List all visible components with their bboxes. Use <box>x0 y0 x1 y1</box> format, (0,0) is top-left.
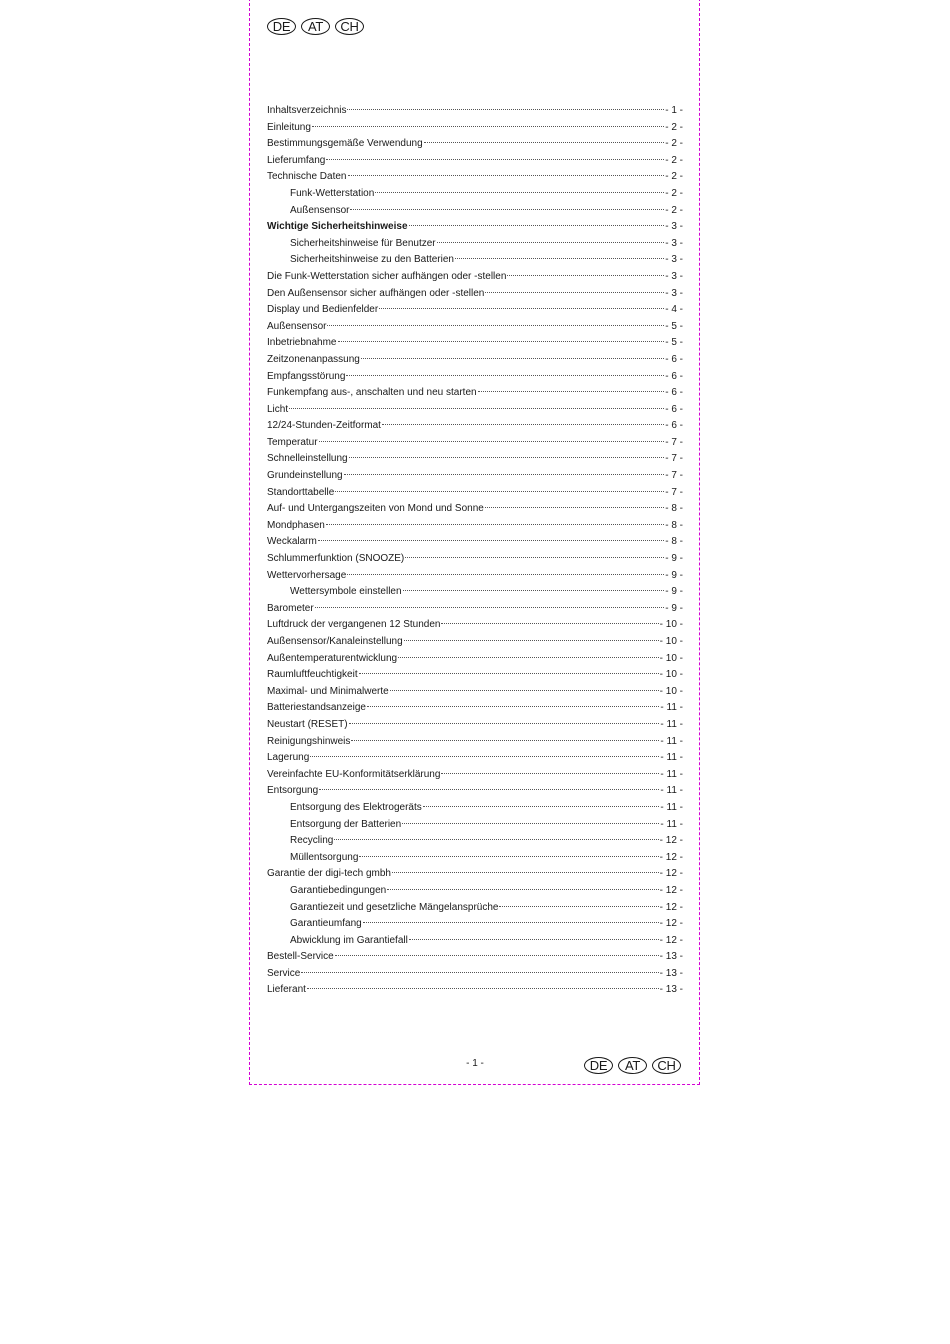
toc-entry <box>267 982 683 999</box>
toc-dot-leader <box>361 358 664 359</box>
toc-entry-page: - 2 - <box>665 171 683 183</box>
toc-dot-leader <box>405 557 664 558</box>
toc-entry-title: Garantieumfang <box>290 918 362 930</box>
toc-dot-leader <box>402 823 659 824</box>
toc-dot-leader <box>392 872 659 873</box>
toc-entry-title: Reinigungshinweis <box>267 735 351 747</box>
toc-entry-title: Temperatur <box>267 436 318 448</box>
toc-dot-leader <box>424 142 665 143</box>
toc-entry-page: - 6 - <box>665 403 683 415</box>
toc-dot-leader <box>367 706 659 707</box>
toc-entry <box>267 817 683 834</box>
toc-dot-leader <box>350 209 664 210</box>
toc-entry <box>267 252 683 269</box>
toc-entry-page: - 2 - <box>665 154 683 166</box>
toc-entry-title: Außentemperaturentwicklung <box>267 652 398 664</box>
toc-dot-leader <box>310 756 659 757</box>
toc-dot-leader <box>387 889 658 890</box>
toc-entry-page: - 13 - <box>659 951 683 963</box>
toc-entry-page: - 3 - <box>665 287 683 299</box>
toc-entry-title: Schlummerfunktion (SNOOZE) <box>267 553 405 565</box>
toc-dot-leader <box>335 955 659 956</box>
toc-entry <box>267 335 683 352</box>
toc-dot-leader <box>375 192 664 193</box>
table-of-contents <box>267 103 683 999</box>
toc-entry-page: - 7 - <box>665 486 683 498</box>
toc-dot-leader <box>441 773 659 774</box>
toc-entry-page: - 11 - <box>660 752 683 764</box>
toc-entry <box>267 203 683 220</box>
toc-entry <box>267 783 683 800</box>
toc-entry-page: - 11 - <box>660 801 683 813</box>
toc-dot-leader <box>335 491 664 492</box>
toc-entry <box>267 949 683 966</box>
toc-entry <box>267 800 683 817</box>
toc-entry <box>267 617 683 634</box>
toc-entry-title: Display und Bedienfelder <box>267 304 379 316</box>
toc-entry-page: - 3 - <box>665 254 683 266</box>
toc-entry <box>267 435 683 452</box>
toc-entry-title: Grundeinstellung <box>267 470 343 482</box>
toc-dot-leader <box>398 657 659 658</box>
toc-entry-title: Garantiebedingungen <box>290 884 387 896</box>
toc-dot-leader <box>382 424 664 425</box>
toc-entry-page: - 2 - <box>665 204 683 216</box>
country-badges-bottom <box>584 1057 681 1074</box>
toc-dot-leader <box>409 939 659 940</box>
toc-entry-page: - 12 - <box>659 934 683 946</box>
toc-dot-leader <box>347 109 664 110</box>
toc-entry-page: - 6 - <box>665 353 683 365</box>
country-badge-de: DE <box>584 1057 613 1074</box>
toc-dot-leader <box>312 126 664 127</box>
toc-entry-title: Garantiezeit und gesetzliche Mängelansprüche <box>290 901 499 913</box>
toc-dot-leader <box>318 540 664 541</box>
toc-entry <box>267 883 683 900</box>
toc-entry-page: - 11 - <box>660 785 683 797</box>
toc-entry <box>267 700 683 717</box>
toc-entry-page: - 6 - <box>665 370 683 382</box>
toc-entry <box>267 286 683 303</box>
toc-entry <box>267 634 683 651</box>
toc-dot-leader <box>441 623 658 624</box>
toc-entry-page: - 9 - <box>665 602 683 614</box>
toc-dot-leader <box>437 242 665 243</box>
toc-entry-title: Entsorgung der Batterien <box>290 818 402 830</box>
toc-entry-title: Vereinfachte EU-Konformitätserklärung <box>267 768 441 780</box>
toc-entry-page: - 11 - <box>660 702 683 714</box>
toc-dot-leader <box>485 292 664 293</box>
toc-entry-page: - 2 - <box>665 187 683 199</box>
toc-entry-title: Außensensor <box>290 204 350 216</box>
toc-entry-page: - 5 - <box>665 320 683 332</box>
toc-entry-page: - 8 - <box>665 536 683 548</box>
toc-dot-leader <box>349 723 660 724</box>
toc-entry-page: - 5 - <box>665 337 683 349</box>
toc-dot-leader <box>403 590 665 591</box>
toc-entry-page: - 2 - <box>665 121 683 133</box>
toc-entry-page: - 11 - <box>660 718 683 730</box>
toc-entry-page: - 10 - <box>659 636 683 647</box>
toc-entry-title: Einleitung <box>267 121 311 133</box>
toc-dot-leader <box>315 607 665 608</box>
toc-entry <box>267 750 683 767</box>
toc-dot-leader <box>348 175 665 176</box>
toc-entry <box>267 269 683 286</box>
toc-entry-title: Bestell-Service <box>267 951 334 963</box>
toc-dot-leader <box>289 408 664 409</box>
toc-dot-leader <box>319 441 665 442</box>
toc-dot-leader <box>390 690 659 691</box>
toc-entry-page: - 7 - <box>665 436 683 448</box>
toc-entry-page: - 12 - <box>659 901 683 913</box>
toc-entry-title: Entsorgung des Elektrogeräts <box>290 801 422 813</box>
toc-dot-leader <box>319 789 659 790</box>
toc-entry-title: Empfangsstörung <box>267 370 346 382</box>
country-badges-top <box>267 18 364 35</box>
toc-dot-leader <box>349 457 665 458</box>
toc-dot-leader <box>307 988 659 989</box>
toc-entry <box>267 933 683 950</box>
toc-entry-page: - 12 - <box>659 884 683 896</box>
toc-entry-title: Auf- und Untergangszeiten von Mond und Sonne <box>267 503 484 515</box>
toc-entry-title: Sicherheitshinweise zu den Batterien <box>290 254 454 266</box>
country-badge-de: DE <box>267 18 296 35</box>
toc-entry <box>267 451 683 468</box>
country-badge-ch: CH <box>652 1057 681 1074</box>
toc-entry <box>267 866 683 883</box>
toc-entry-page: - 4 - <box>665 304 683 316</box>
toc-entry-title: Müllentsorgung <box>290 851 359 863</box>
toc-entry <box>267 584 683 601</box>
toc-entry <box>267 385 683 402</box>
toc-entry-page: - 2 - <box>665 138 683 150</box>
toc-entry <box>267 485 683 502</box>
toc-entry-page: - 6 - <box>665 387 683 399</box>
toc-dot-leader <box>301 972 658 973</box>
toc-entry-title: Außensensor <box>267 320 327 332</box>
toc-entry <box>267 734 683 751</box>
toc-entry-title: Funkempfang aus-, anschalten und neu starten <box>267 387 477 399</box>
toc-entry <box>267 501 683 518</box>
toc-entry-title: Zeitzonenanpassung <box>267 353 360 365</box>
toc-entry-page: - 8 - <box>665 519 683 531</box>
toc-entry <box>267 833 683 850</box>
toc-entry <box>267 169 683 186</box>
country-badge-at: AT <box>618 1057 647 1074</box>
toc-entry-page: - 10 - <box>659 669 683 681</box>
toc-entry-title: Inbetriebnahme <box>267 337 337 349</box>
toc-entry-title: Raumluftfeuchtigkeit <box>267 669 358 681</box>
toc-entry <box>267 103 683 120</box>
toc-entry <box>267 418 683 435</box>
toc-entry-page: - 12 - <box>659 851 683 863</box>
toc-entry-title: Bestimmungsgemäße Verwendung <box>267 138 423 150</box>
toc-entry-title: Wichtige Sicherheitshinweise <box>267 221 408 233</box>
toc-entry <box>267 568 683 585</box>
toc-dot-leader <box>326 159 664 160</box>
toc-entry-title: Technische Daten <box>267 171 347 183</box>
toc-entry-page: - 7 - <box>665 453 683 465</box>
toc-dot-leader <box>327 325 664 326</box>
toc-entry-title: 12/24-Stunden-Zeitformat <box>267 420 381 432</box>
toc-entry-title: Entsorgung <box>267 785 319 797</box>
toc-entry-title: Wettersymbole einstellen <box>290 586 402 598</box>
toc-entry-page: - 9 - <box>665 553 683 565</box>
toc-entry-title: Lieferumfang <box>267 154 326 166</box>
toc-entry-title: Maximal- und Minimalwerte <box>267 685 389 697</box>
toc-entry-title: Weckalarm <box>267 536 317 548</box>
toc-dot-leader <box>334 839 658 840</box>
toc-entry-page: - 13 - <box>659 967 683 979</box>
toc-entry <box>267 667 683 684</box>
country-badge-at: AT <box>301 18 330 35</box>
toc-entry <box>267 219 683 236</box>
toc-dot-leader <box>379 308 664 309</box>
country-badge-ch: CH <box>335 18 364 35</box>
toc-entry-page: - 11 - <box>660 818 683 830</box>
toc-dot-leader <box>338 341 665 342</box>
toc-entry-page: - 12 - <box>659 835 683 847</box>
toc-entry <box>267 900 683 917</box>
toc-dot-leader <box>478 391 665 392</box>
toc-dot-leader <box>485 507 664 508</box>
toc-entry-title: Inhaltsverzeichnis <box>267 105 347 116</box>
toc-entry <box>267 352 683 369</box>
toc-entry-title: Neustart (RESET) <box>267 718 348 730</box>
toc-entry-page: - 8 - <box>665 503 683 515</box>
toc-entry-title: Funk-Wetterstation <box>290 187 375 199</box>
toc-entry-page: - 3 - <box>665 237 683 249</box>
toc-entry <box>267 468 683 485</box>
toc-entry <box>267 916 683 933</box>
toc-entry-title: Lagerung <box>267 752 310 764</box>
toc-entry <box>267 402 683 419</box>
toc-entry <box>267 236 683 253</box>
toc-entry-title: Standorttabelle <box>267 486 335 498</box>
toc-entry <box>267 717 683 734</box>
toc-entry <box>267 534 683 551</box>
toc-entry-page: - 9 - <box>665 569 683 581</box>
toc-entry-page: - 6 - <box>665 420 683 432</box>
toc-entry-title: Außensensor/Kanaleinstellung <box>267 636 403 647</box>
toc-entry-page: - 3 - <box>665 221 683 233</box>
toc-entry-title: Licht <box>267 403 289 415</box>
toc-entry-title: Den Außensensor sicher aufhängen oder -stellen <box>267 287 485 299</box>
toc-entry <box>267 551 683 568</box>
toc-entry <box>267 153 683 170</box>
toc-entry-page: - 12 - <box>659 868 683 880</box>
toc-entry <box>267 651 683 668</box>
toc-entry-title: Mondphasen <box>267 519 325 531</box>
toc-dot-leader <box>455 258 664 259</box>
toc-entry-title: Barometer <box>267 602 314 614</box>
toc-entry-title: Recycling <box>290 835 334 847</box>
toc-entry <box>267 518 683 535</box>
toc-entry-page: - 10 - <box>659 685 683 697</box>
toc-entry-title: Schnelleinstellung <box>267 453 348 465</box>
toc-entry-title: Garantie der digi-tech gmbh <box>267 868 391 880</box>
toc-dot-leader <box>326 524 664 525</box>
toc-dot-leader <box>404 640 659 641</box>
toc-entry-title: Batteriestandsanzeige <box>267 702 366 714</box>
toc-dot-leader <box>409 225 665 226</box>
toc-dot-leader <box>359 856 658 857</box>
toc-entry <box>267 319 683 336</box>
toc-entry-title: Abwicklung im Garantiefall <box>290 934 408 946</box>
toc-entry <box>267 369 683 386</box>
toc-entry <box>267 966 683 983</box>
page-number: - 1 - <box>466 1058 484 1069</box>
toc-entry-page: - 11 - <box>660 735 683 747</box>
toc-entry-title: Wettervorhersage <box>267 569 347 581</box>
toc-dot-leader <box>507 275 664 276</box>
toc-entry-page: - 11 - <box>660 768 683 780</box>
toc-entry-page: - 1 - <box>665 105 683 116</box>
toc-dot-leader <box>347 574 664 575</box>
toc-entry <box>267 302 683 319</box>
toc-dot-leader <box>499 906 658 907</box>
toc-entry-title: Service <box>267 967 301 979</box>
toc-entry-page: - 10 - <box>659 619 683 631</box>
toc-entry-page: - 3 - <box>665 270 683 282</box>
toc-entry-page: - 13 - <box>659 984 683 996</box>
toc-entry-page: - 7 - <box>665 470 683 482</box>
toc-entry <box>267 850 683 867</box>
toc-entry-page: - 12 - <box>659 918 683 930</box>
toc-dot-leader <box>344 474 665 475</box>
toc-entry <box>267 120 683 137</box>
toc-entry-title: Luftdruck der vergangenen 12 Stunden <box>267 619 441 631</box>
toc-entry-page: - 9 - <box>665 586 683 598</box>
toc-entry-title: Die Funk-Wetterstation sicher aufhängen oder -stellen <box>267 270 507 282</box>
toc-entry-title: Sicherheitshinweise für Benutzer <box>290 237 436 249</box>
toc-entry <box>267 601 683 618</box>
toc-entry <box>267 767 683 784</box>
toc-entry <box>267 684 683 701</box>
toc-dot-leader <box>346 375 664 376</box>
toc-dot-leader <box>351 740 659 741</box>
toc-entry <box>267 186 683 203</box>
toc-entry-page: - 10 - <box>659 652 683 664</box>
toc-dot-leader <box>363 922 659 923</box>
toc-entry-title: Lieferant <box>267 984 306 996</box>
toc-dot-leader <box>423 806 660 807</box>
toc-dot-leader <box>359 673 659 674</box>
toc-entry <box>267 136 683 153</box>
